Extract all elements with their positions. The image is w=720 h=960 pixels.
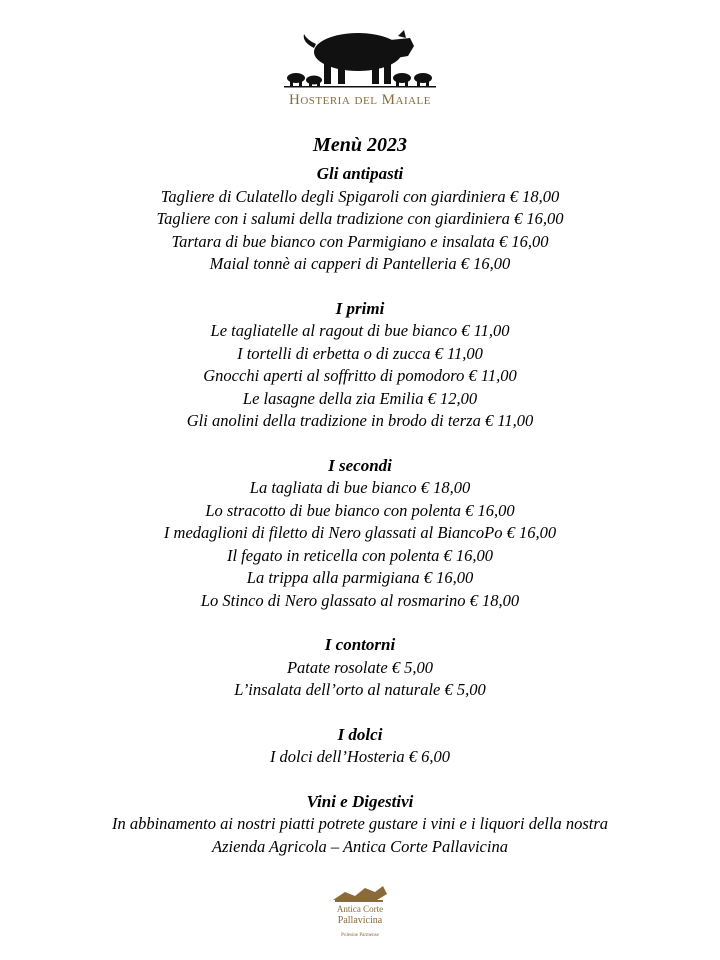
footer-logo-line2: Pallavicina xyxy=(337,915,383,926)
section-title: I dolci xyxy=(337,724,383,744)
menu-item: Tagliere con i salumi della tradizione con giardiniera € 16,00 xyxy=(156,209,564,228)
menu-item: Le lasagne della zia Emilia € 12,00 xyxy=(242,388,478,408)
section-primi xyxy=(0,298,720,433)
menu-item: Azienda Agricola – Antica Corte Pallavicina xyxy=(212,836,508,856)
menu-item: Tagliere di Culatello degli Spigaroli con giardiniera € 18,00 xyxy=(160,186,560,206)
section-title: Gli antipasti xyxy=(316,164,404,183)
menu-item: Il fegato in reticella con polenta € 16,00 xyxy=(226,545,494,565)
section-secondi xyxy=(0,455,720,613)
menu-item: Tartara di bue bianco con Parmigiano e insalata € 16,00 xyxy=(171,231,549,251)
menu-item: Gnocchi aperti al soffritto di pomodoro € 11,00 xyxy=(203,366,517,385)
section-vini xyxy=(0,791,720,859)
menu xyxy=(0,130,720,880)
section-dolci xyxy=(0,724,720,769)
section-title: Vini e Digestivi xyxy=(306,791,414,811)
menu-item: Gli anolini della tradizione in brodo di terza € 11,00 xyxy=(186,411,534,430)
menu-item: Le tagliatelle al ragout di bue bianco € 11,00 xyxy=(210,321,510,340)
section-title: I contorni xyxy=(324,635,396,654)
header-logo xyxy=(0,28,720,109)
menu-item: Maial tonnè ai capperi di Pantelleria € 16,00 xyxy=(209,254,511,273)
menu-item: La trippa alla parmigiana € 16,00 xyxy=(246,568,474,587)
section-antipasti xyxy=(0,163,720,276)
menu-item: La tagliata di bue bianco € 18,00 xyxy=(249,478,471,497)
menu-item: Patate rosolate € 5,00 xyxy=(286,657,434,677)
brand-name: Hosteria del Maiale xyxy=(289,92,431,108)
footer-logo-line3: Polesine Parmense xyxy=(341,933,379,938)
menu-item: Lo Stinco di Nero glassato al rosmarino € 18,00 xyxy=(200,590,520,610)
menu-item: L’insalata dell’orto al naturale € 5,00 xyxy=(234,680,486,699)
menu-item: Lo stracotto di bue bianco con polenta € 16,00 xyxy=(205,500,515,520)
menu-item: I dolci dell’Hosteria € 6,00 xyxy=(269,747,451,766)
footer-logo-line1: Antica Corte xyxy=(336,904,384,914)
menu-item: I medaglioni di filetto di Nero glassati al BiancoPo € 16,00 xyxy=(163,523,557,542)
footer-logo xyxy=(0,878,720,944)
menu-title: Menù 2023 xyxy=(313,134,407,156)
menu-item: In abbinamento ai nostri piatti potrete gustare i vini e i liquori della nostra xyxy=(111,814,609,833)
section-title: I primi xyxy=(335,298,385,318)
section-contorni xyxy=(0,634,720,702)
menu-item: I tortelli di erbetta o di zucca € 11,00 xyxy=(237,343,483,363)
antica-corte-pallavicina-logo xyxy=(325,878,395,944)
section-title: I secondi xyxy=(328,455,392,475)
pig-family-icon xyxy=(280,28,440,90)
